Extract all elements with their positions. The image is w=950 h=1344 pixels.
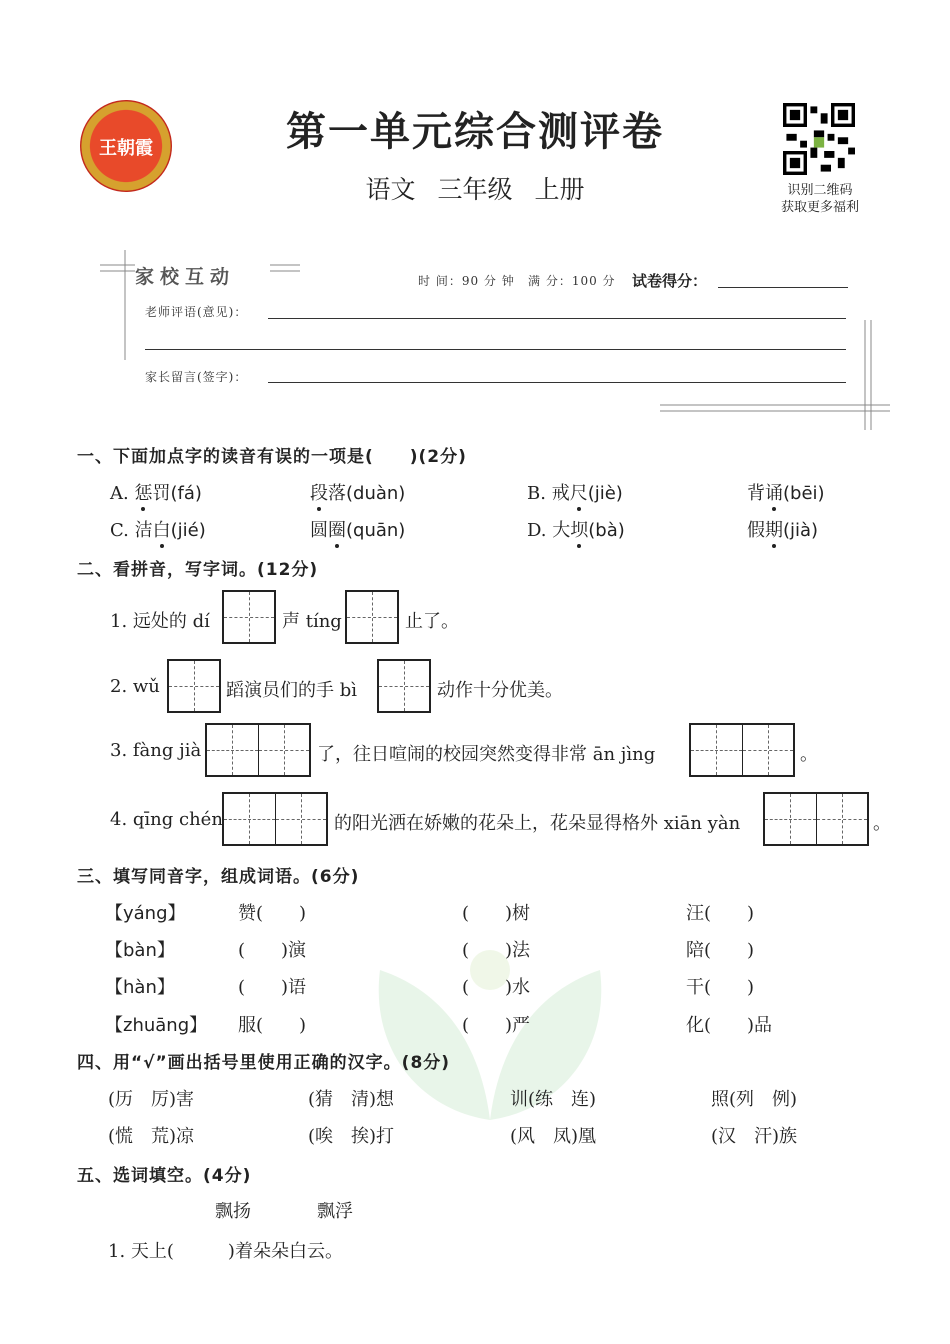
s3-row2-pinyin: 【bàn】 xyxy=(105,940,175,961)
s1-option-b2 xyxy=(747,479,825,505)
s2-q1-end: 止了。 xyxy=(405,611,459,632)
s1-a2-dot-char: 段 xyxy=(310,483,328,504)
s1-b-text: (jiè) xyxy=(587,483,623,504)
s1-d2-dot-char: 期 xyxy=(765,520,783,541)
s2-q1-box-1[interactable] xyxy=(222,590,276,644)
s2-q3-mid: 了，往日喧闹的校园突然变得非常 ān jìng xyxy=(317,744,656,765)
s3-row2-b[interactable]: ( )法 xyxy=(462,940,531,961)
s2-q1-box-2[interactable] xyxy=(345,590,399,644)
s1-d-text: (bà) xyxy=(588,520,625,541)
s3-row4-c[interactable]: 化( )品 xyxy=(686,1015,773,1036)
s1-c2-text: (quān) xyxy=(346,520,406,541)
s1-d-dot-char: 坝 xyxy=(570,520,589,541)
s2-q2-end: 动作十分优美。 xyxy=(437,680,563,701)
s2-q2-text: 2. wǔ xyxy=(110,676,160,697)
exam-time: 时 间：90 分 钟 xyxy=(418,274,515,288)
qr-caption-1: 识别二维码 xyxy=(787,183,853,198)
s1-option-c2 xyxy=(310,516,405,542)
s3-row3-a[interactable]: ( )语 xyxy=(238,977,307,998)
s5-q1[interactable]: 1. 天上( )着朵朵白云。 xyxy=(108,1241,343,1262)
s1-option-d2 xyxy=(747,516,818,542)
s4-r2-c1[interactable]: (慌 荒)凉 xyxy=(108,1126,195,1147)
s1-c2-pre: 圆 xyxy=(310,520,328,541)
s1-option-d xyxy=(527,516,625,542)
s1-option-b xyxy=(527,479,623,505)
s3-row1-pinyin: 【yáng】 xyxy=(105,903,186,924)
s3-row1-a[interactable]: 赞( ) xyxy=(238,903,307,924)
logo-text: 王朝霞 xyxy=(99,138,153,159)
section-1-title: 一、下面加点字的读音有误的一项是( )(2分) xyxy=(77,447,467,467)
s3-row2-c[interactable]: 陪( ) xyxy=(686,940,755,961)
s1-a-text: 罚(fá) xyxy=(152,483,202,504)
s1-a-letter: A. xyxy=(110,483,129,504)
s4-r2-c4[interactable]: (汉 汗)族 xyxy=(711,1126,798,1147)
s4-r1-c2[interactable]: (猜 清)想 xyxy=(308,1089,395,1110)
s2-q3-text: 3. fàng jià xyxy=(110,740,202,761)
s2-q2-box-1[interactable] xyxy=(167,659,221,713)
s3-row3-c[interactable]: 干( ) xyxy=(686,977,755,998)
s1-b2-text: (bēi) xyxy=(783,483,825,504)
s4-r1-c1[interactable]: (历 厉)害 xyxy=(108,1089,195,1110)
s1-c-letter: C. xyxy=(110,520,129,541)
teacher-comment-line-2[interactable] xyxy=(145,349,846,350)
s2-q4-box-2[interactable] xyxy=(763,792,869,846)
s2-q4-box-1[interactable] xyxy=(222,792,328,846)
s4-r1-c3[interactable]: 训(练 连) xyxy=(510,1089,597,1110)
score-label: 试卷得分： xyxy=(632,272,708,290)
s2-q3-end: 。 xyxy=(800,744,818,765)
section-4-title: 四、用“√”画出括号里使用正确的汉字。(8分) xyxy=(77,1053,451,1073)
qr-code-icon[interactable] xyxy=(783,103,855,175)
page-title: 第一单元综合测评卷 xyxy=(286,109,664,155)
s1-option-c xyxy=(110,516,206,542)
s2-q3-box-2[interactable] xyxy=(689,723,795,777)
parent-note-label: 家长留言(签字)： xyxy=(145,370,248,384)
s2-q1-mid: 声 tíng xyxy=(282,611,342,632)
teacher-comment-line[interactable] xyxy=(268,318,846,319)
s1-b2-dot-char: 诵 xyxy=(765,483,783,504)
s1-b-pre: 戒 xyxy=(551,483,570,504)
s4-r1-c4[interactable]: 照(列 例) xyxy=(711,1089,798,1110)
s4-r2-c3[interactable]: (风 凤)凰 xyxy=(510,1126,597,1147)
s3-row1-c[interactable]: 汪( ) xyxy=(686,903,755,924)
home-school-label: 家校互动 xyxy=(135,266,236,288)
s2-q4-end: 。 xyxy=(873,813,891,834)
teacher-comment-label: 老师评语(意见)： xyxy=(145,305,248,319)
s5-word-2: 飘浮 xyxy=(317,1201,353,1222)
full-score: 满 分：100 分 xyxy=(528,274,616,288)
s1-a2-text: 落(duàn) xyxy=(328,483,406,504)
s1-d2-pre: 假 xyxy=(747,520,765,541)
s1-d2-text: (jià) xyxy=(783,520,819,541)
s3-row4-b[interactable]: ( )严 xyxy=(462,1015,531,1036)
s5-word-1: 飘扬 xyxy=(215,1201,251,1222)
s3-row2-a[interactable]: ( )演 xyxy=(238,940,307,961)
section-3-title: 三、填写同音字，组成词语。(6分) xyxy=(77,867,360,887)
s4-r2-c2[interactable]: (唉 挨)打 xyxy=(308,1126,395,1147)
s2-q2-box-2[interactable] xyxy=(377,659,431,713)
s3-row3-pinyin: 【hàn】 xyxy=(105,977,175,998)
s2-q1-text: 1. 远处的 dí xyxy=(110,611,210,632)
score-input-line[interactable] xyxy=(718,287,848,288)
s3-row1-b[interactable]: ( )树 xyxy=(462,903,531,924)
s3-row4-pinyin: 【zhuāng】 xyxy=(105,1015,208,1036)
s1-b-letter: B. xyxy=(527,483,546,504)
parent-note-line[interactable] xyxy=(268,382,846,383)
s1-d-pre: 大 xyxy=(552,520,571,541)
page-subtitle: 语文 三年级 上册 xyxy=(365,175,585,204)
s1-d-letter: D. xyxy=(527,520,547,541)
section-2-title: 二、看拼音，写字词。(12分) xyxy=(77,560,319,580)
s2-q3-box-1[interactable] xyxy=(205,723,311,777)
s1-c-pre: 洁 xyxy=(134,520,153,541)
s2-q4-text: 4. qīng chén xyxy=(110,809,223,830)
s1-option-a2 xyxy=(310,479,405,505)
qr-caption-2: 获取更多福利 xyxy=(780,200,859,215)
s2-q2-mid: 蹈演员们的手 bì xyxy=(226,680,358,701)
s2-q4-mid: 的阳光洒在娇嫩的花朵上，花朵显得格外 xiān yàn xyxy=(334,813,741,834)
s1-b2-pre: 背 xyxy=(747,483,765,504)
s1-c2-dot-char: 圈 xyxy=(328,520,346,541)
s1-b-dot-char: 尺 xyxy=(569,483,588,504)
s1-c-dot-char: 白 xyxy=(152,520,171,541)
s1-c-text: (jié) xyxy=(170,520,206,541)
s3-row3-b[interactable]: ( )水 xyxy=(462,977,531,998)
s3-row4-a[interactable]: 服( ) xyxy=(238,1015,307,1036)
section-5-title: 五、选词填空。(4分) xyxy=(77,1166,252,1186)
s1-a-dot-char: 惩 xyxy=(134,483,153,504)
s1-option-a xyxy=(110,479,202,505)
